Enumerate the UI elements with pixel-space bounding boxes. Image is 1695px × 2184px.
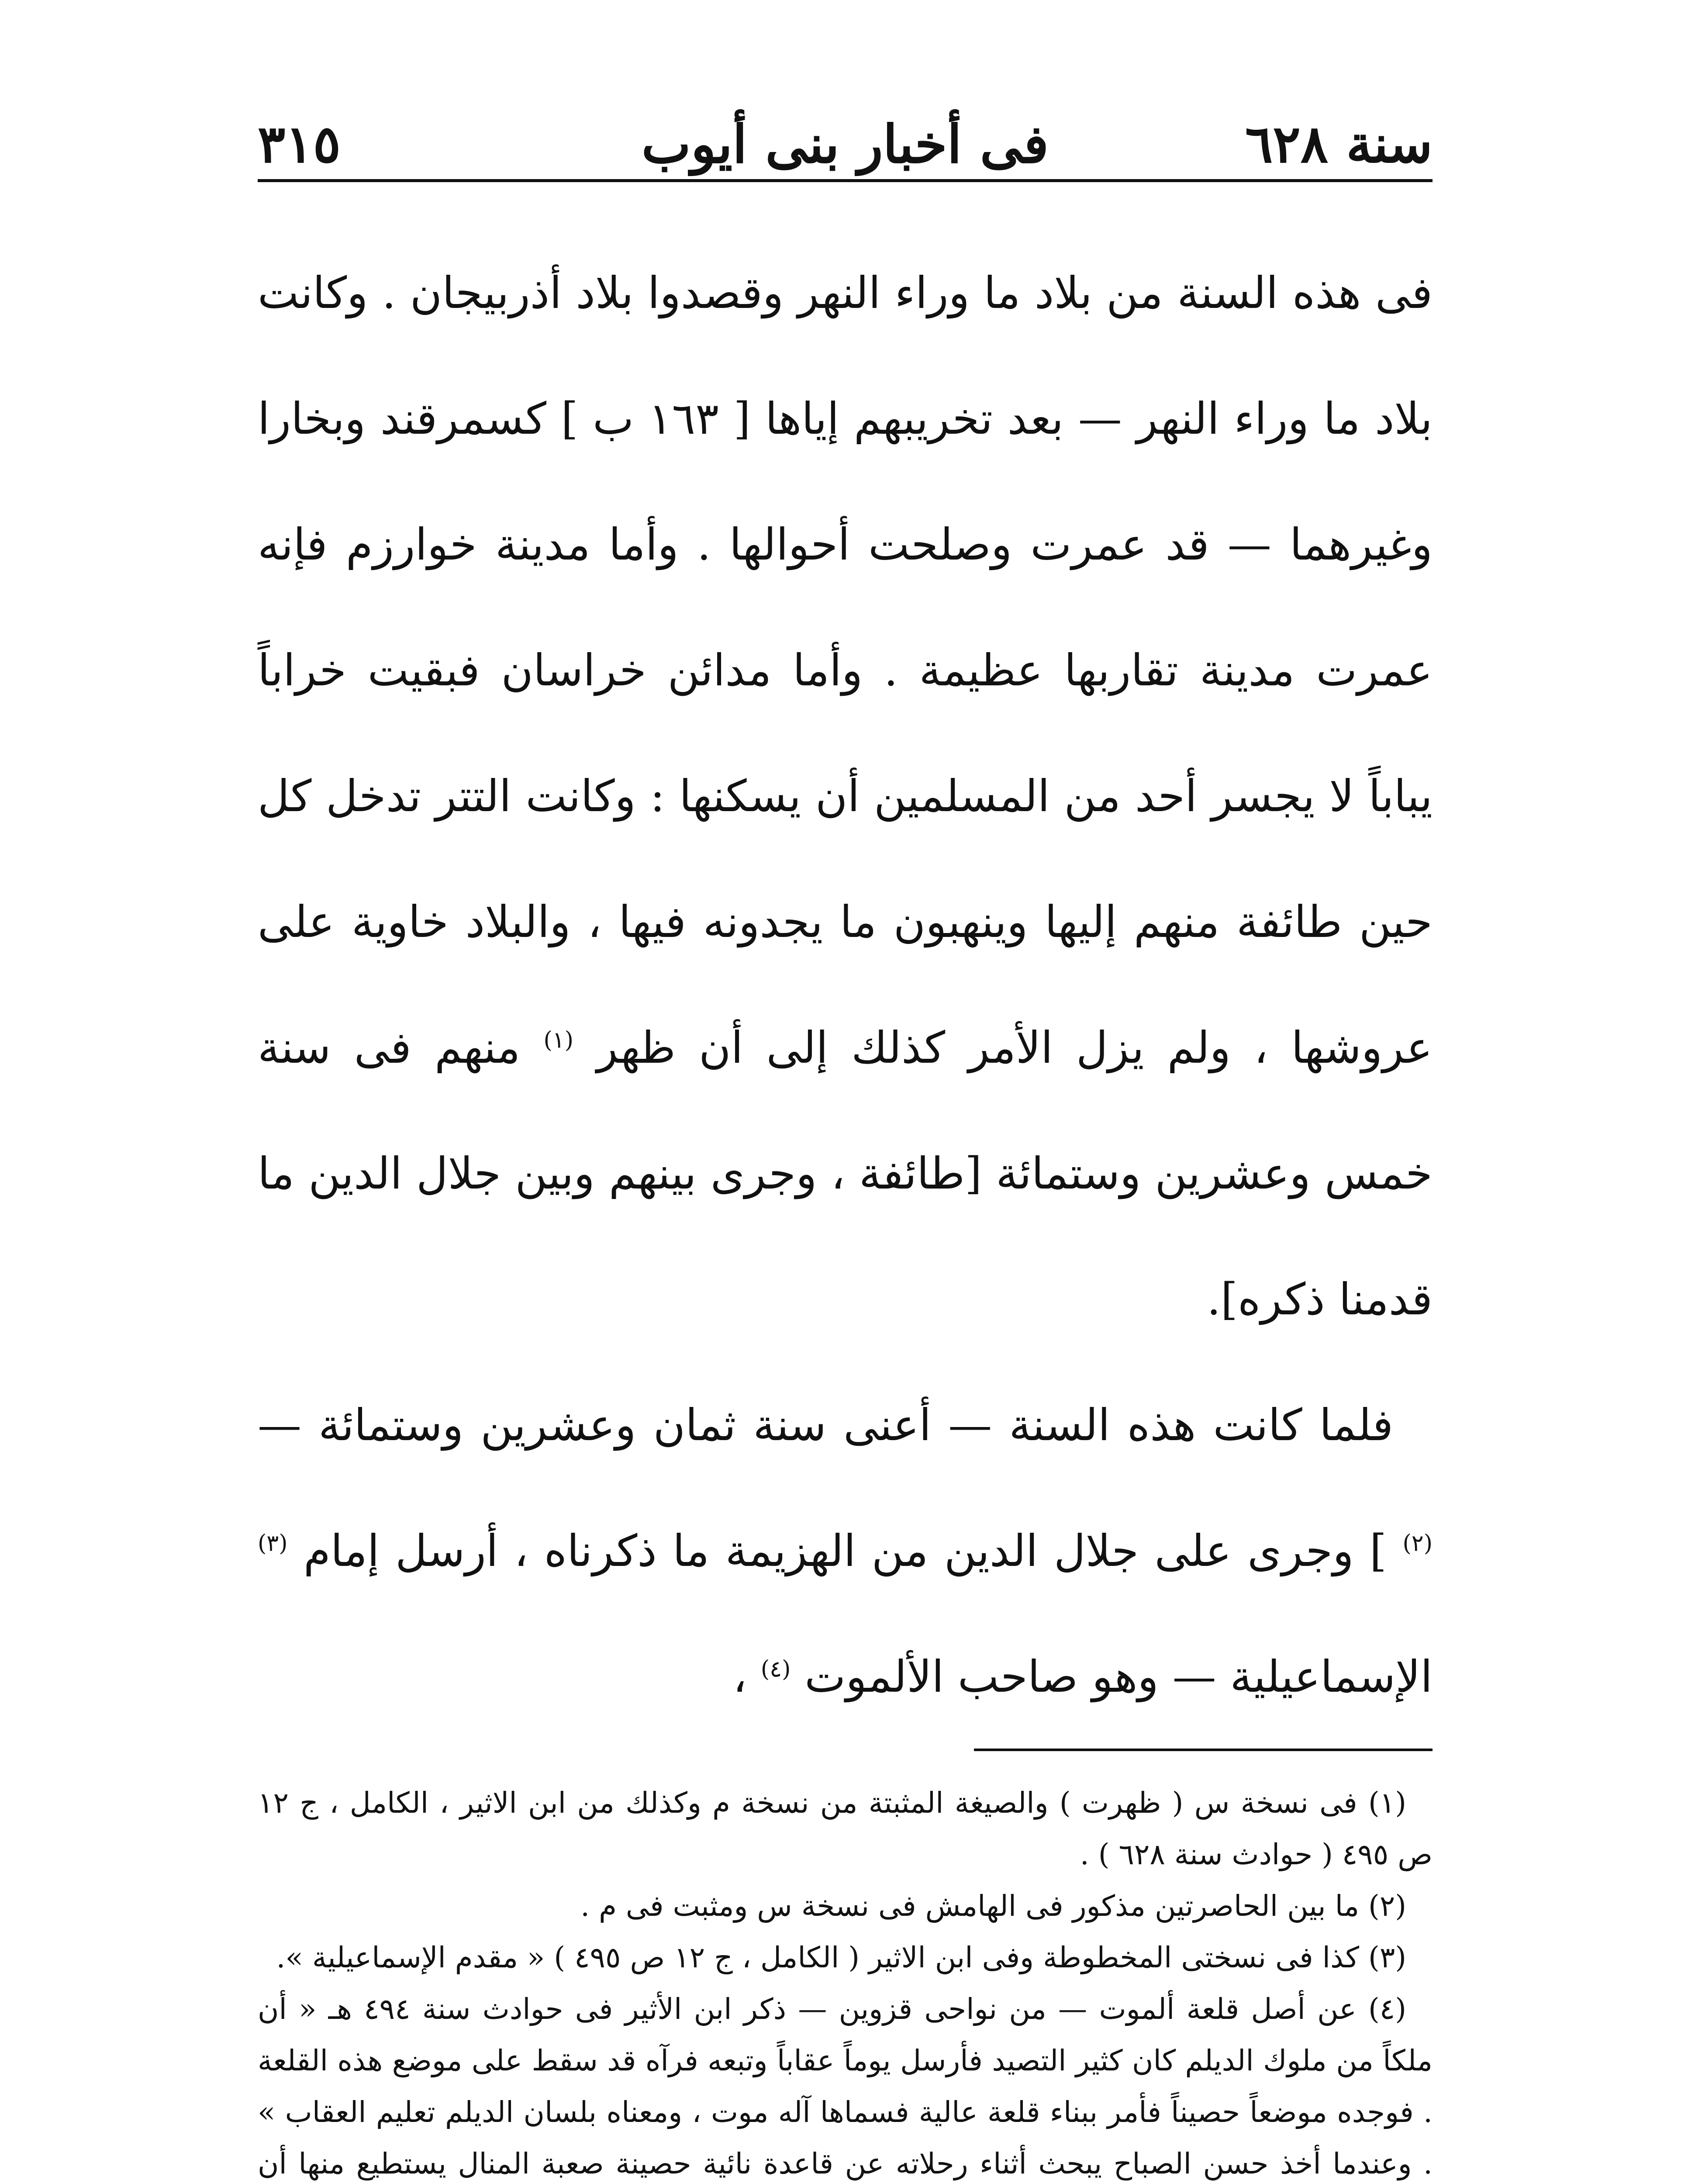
footnote-ref-3: (٣) <box>258 1530 288 1557</box>
footnote-separator <box>974 1749 1433 1751</box>
footnote-ref-4: (٤) <box>760 1656 791 1683</box>
header-title: فى أخبار بنى أيوب <box>641 114 1049 175</box>
book-page <box>258 87 1433 2184</box>
main-text <box>258 230 1433 1740</box>
page-number: ٣١٥ <box>258 114 341 174</box>
footnote-4: (٤) عن أصل قلعة ألموت — من نواحى قزوين — ذكر ابن الأثير فى حوادث سنة ٤٩٤ هـ « أن ملكاً من ملوك الديلم كان كثير التصيد فأرسل يوماً عقاباً وتبعه فرآه قد سقط على موضع هذه القلعة . فوجده موضعاً حصيناً فأمر ببناء قلعة عالية فسماها آله موت ، ومعناه بلسان الديلم تعليم العقاب » . وعندما أخذ حسن الصباح يبحث أثناء رحلاته عن قاعدة نائية حصينة صعبة المنال يستطيع منها أن <box>258 1992 1433 2181</box>
running-header <box>258 87 1433 182</box>
footnote-ref-1: (١) <box>543 1027 574 1054</box>
paragraph-1 <box>258 230 1433 1362</box>
footnote-3: (٣) كذا فى نسختى المخطوطة وفى ابن الاثير ( الكامل ، ج ١٢ ص ٤٩٥ ) « مقدم الإسماعيلية ». <box>276 1941 1406 1974</box>
paragraph-2-text-b: ] وجرى على جلال الدين من الهزيمة ما ذكرناه ، أرسل إمام <box>303 1525 1387 1576</box>
footnote-1: (١) فى نسخة س ( ظهرت ) والصيغة المثبتة من نسخة م وكذلك من ابن الاثير ، الكامل ، ج ١٢ ص ٤٩٥ ( حوادث سنة ٦٢٨ ) . <box>258 1786 1433 1871</box>
paragraph-1-text: فى هذه السنة من بلاد ما وراء النهر وقصدوا بلاد أذربيجان . وكانت بلاد ما وراء النهر — بعد تخريبهم إياها [ ١٦٣ ب ] كسمرقند وبخارا وغيرهما — قد عمرت وصلحت أحوالها . وأما مدينة خوارزم فإنه عمرت مدينة تقاربها عظيمة . وأما مدائن خراسان فبقيت خراباً يباباً لا يجسر أحد من المسلمين أن يسكنها : وكانت التتر تدخل كل حين طائفة منهم إليها وينهبون ما يجدونه فيها ، والبلاد خاوية على عروشها ، ولم يزل الأمر كذلك إلى أن ظهر <box>258 267 1433 1073</box>
footnotes <box>258 1777 1433 2184</box>
paragraph-1-end: منهم فى سنة خمس وعشرين وستمائة [طائفة ، وجرى بينهم وبين جلال الدين ما قدمنا ذكره]. <box>258 1022 1433 1325</box>
paragraph-2-text-a: فلما كانت هذه السنة — أعنى سنة ثمان وعشرين وستمائة — <box>258 1400 1393 1451</box>
paragraph-2 <box>258 1362 1433 1740</box>
header-year: سنة ٦٢٨ <box>1245 114 1433 174</box>
footnote-ref-2: (٢) <box>1402 1530 1433 1557</box>
paragraph-2-text-c: الإسماعيلية — وهو صاحب الألموت <box>804 1651 1433 1702</box>
paragraph-2-text-d: ، <box>732 1651 747 1702</box>
footnote-2: (٢) ما بين الحاصرتين مذكور فى الهامش فى نسخة س ومثبت فى م . <box>580 1889 1406 1923</box>
